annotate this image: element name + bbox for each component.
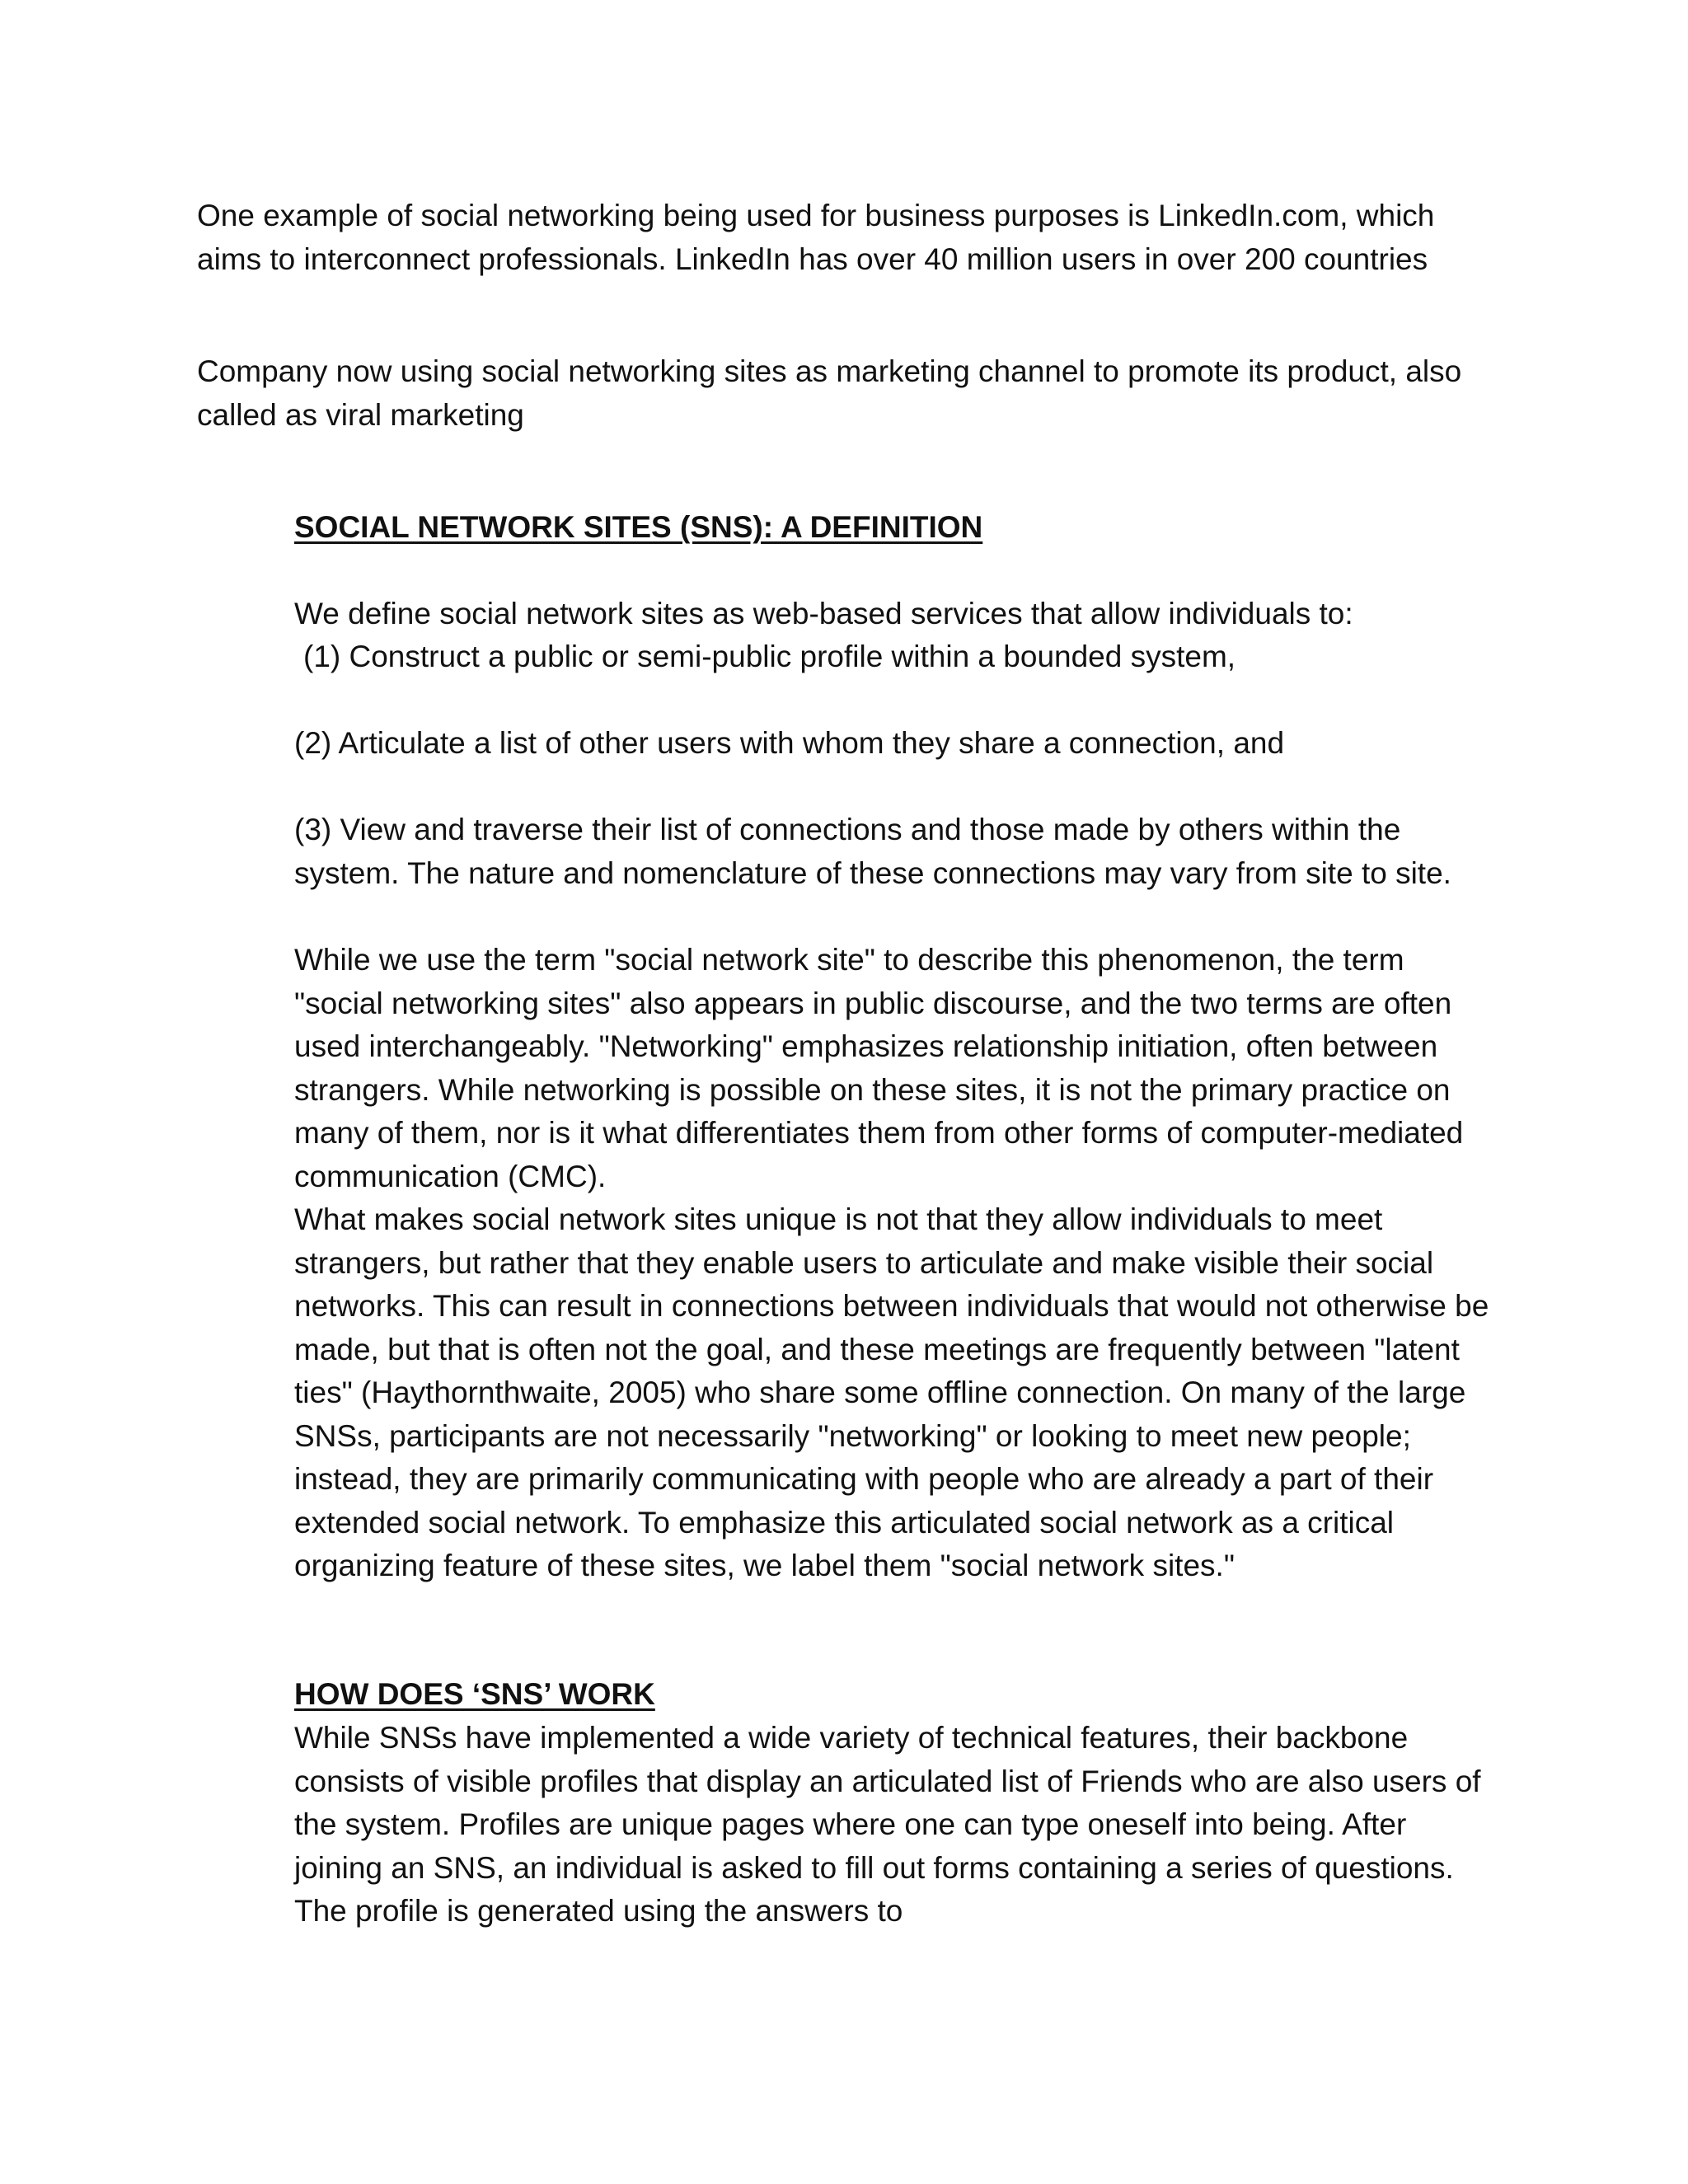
- paragraph-terms: While we use the term "social network site" to describe this phenomenon, the term "social networking sites" also appears in public discourse, and the two terms are often used interchangeably. "Networking" emphasizes relationship initiation, often between strangers. While networking is possible on these sites, it is not the primary practice on many of them, nor is it what differentiates them from other forms of computer-mediated communication (CMC).: [294, 943, 1464, 1193]
- section-heading-sns-definition: SOCIAL NETWORK SITES (SNS): A DEFINITION: [294, 510, 983, 544]
- definition-item-1: (1) Construct a public or semi-public profile within a bounded system,: [303, 640, 1236, 673]
- paragraph-how-sns-work: While SNSs have implemented a wide variety of technical features, their backbone consists of visible profiles that display an articulated list of Friends who are also users of the system. Profiles are unique pages where one can type oneself into being. After joining an SNS, an individual is asked to fill out forms containing a series of questions. The profile is generated using the answers to: [294, 1721, 1481, 1928]
- intro-paragraph-viral-marketing: Company now using social networking sites as marketing channel to promote its product, also called as viral marketing: [197, 354, 1462, 432]
- definition-item-2: (2) Articulate a list of other users with whom they share a connection, and: [294, 726, 1285, 760]
- definition-intro: We define social network sites as web-based services that allow individuals to:: [294, 597, 1353, 630]
- definition-item-3: (3) View and traverse their list of connections and those made by others within the system. The nature and nomenclature of these connections may vary from site to site.: [294, 813, 1451, 890]
- paragraph-unique: What makes social network sites unique is not that they allow individuals to meet strangers, but rather that they enable users to articulate and make visible their social networks. This can result in connections between individuals that would not otherwise be made, but that is often not the goal, and these meetings are frequently between "latent ties" (Haythornthwaite, 2005) who share some offline connection. On many of the large SNSs, participants are not necessarily "networking" or looking to meet new people; instead, they are primarily communicating with people who are already a part of their extended social network. To emphasize this articulated social network as a critical organizing feature of these sites, we label them "social network sites.": [294, 1202, 1489, 1582]
- section-heading-how-sns-work: HOW DOES ‘SNS’ WORK: [294, 1677, 655, 1711]
- intro-paragraph-linkedin: One example of social networking being used for business purposes is LinkedIn.com, which aims to interconnect professionals. LinkedIn has over 40 million users in over 200 countries: [197, 199, 1435, 276]
